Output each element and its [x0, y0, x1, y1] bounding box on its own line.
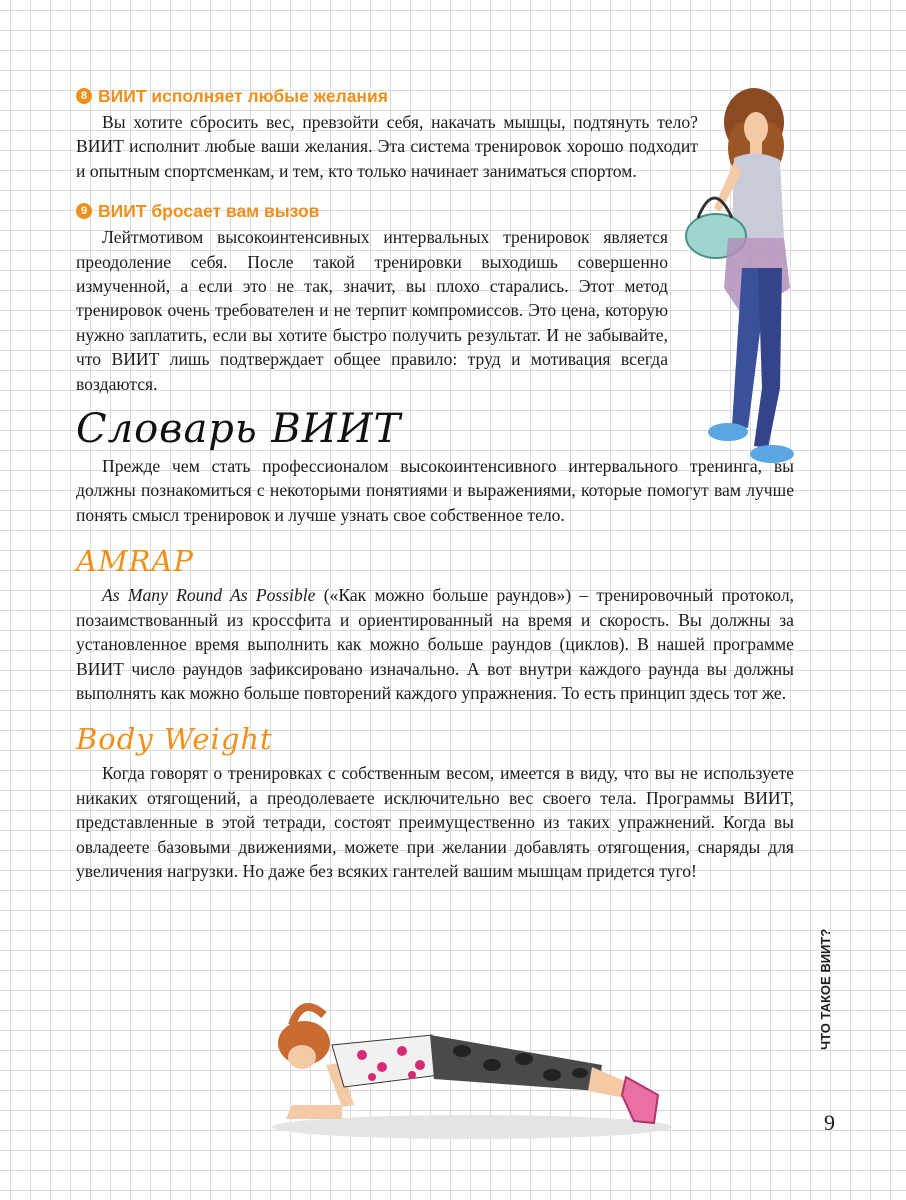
section-heading: [76, 84, 698, 108]
page-number: 9: [824, 1110, 835, 1135]
term-definition-text: («Как можно больше раундов») – тренировочный протокол, позаимствованный из кроссфита и ориентированный на время и скорость. Вы должны за установленное время выполнить как можно больше раундов (циклов). В нашей программе ВИИТ число раундов зафиксировано изначально. А вот внутри каждого раунда вы должны выполнять как можно больше повторений каждого упражнения. То есть принцип здесь тот же.: [76, 585, 795, 703]
term-definition-body-weight: Когда говорят о тренировках с собственным весом, имеется в виду, что вы не используете никаких отягощений, а преодолеваете исключительно вес своего тела. Программы ВИИТ, представленные в этой тетради, состоят преимущественно из таких упражнений. Когда вы овладеете базовыми движениями, можете при желании добавлять отягощения, снаряды для увеличения нагрузки. Но даже без всяких гантелей вашим мышцам придется туго!: [76, 763, 794, 881]
plank-woman-illustration: [262, 995, 672, 1145]
sidebar-chapter-label: ЧТО ТАКОЕ ВИИТ?: [818, 928, 833, 1050]
term-title-body-weight: Body Weight: [76, 722, 273, 757]
main-content: [76, 84, 795, 883]
term-title-amrap: AMRAP: [76, 544, 194, 579]
section-paragraph: Вы хотите сбросить вес, превзойти себя, накачать мышцы, подтянуть тело? ВИИТ исполнит любые ваши желания. Эта система тренировок хорошо подходит и опытным спортсменкам, и тем, кто только начинает заниматься спортом.: [76, 112, 698, 181]
section-heading-text: ВИИТ бросает вам вызов: [98, 201, 320, 222]
glossary-title: Словарь ВИИТ: [76, 406, 402, 453]
section-number-badge: 8: [76, 88, 92, 104]
term-expansion: As Many Round As Possible: [102, 585, 316, 606]
section-8: [76, 84, 698, 183]
section-heading-text: ВИИТ исполняет любые желания: [98, 86, 388, 106]
glossary-intro: Прежде чем стать профессионалом высокоинтенсивного интервального тренинга, вы должны познакомиться с некоторыми понятиями и выражениями, которые помогут вам лучше понять смысл тренировок и лучше узнать свое собственное тело.: [76, 456, 794, 525]
section-9: [76, 199, 668, 396]
woman-with-bag-illustration: [684, 88, 806, 478]
section-heading: [76, 199, 668, 223]
section-number-badge: 9: [76, 203, 92, 219]
term-definition-amrap: [76, 583, 794, 705]
section-paragraph: Лейтмотивом высокоинтенсивных интервальных тренировок является преодоление себя. После такой тренировки выходишь совершенно измученной, а если это не так, значит, вы плохо старались. Этот метод тренировок очень требователен и не терпит компромиссов. Это цена, которую нужно заплатить, если вы хотите быстро получить результат. И не забывайте, что ВИИТ лишь подтверждает общее правило: труд и мотивация всегда воздаются.: [76, 227, 668, 394]
